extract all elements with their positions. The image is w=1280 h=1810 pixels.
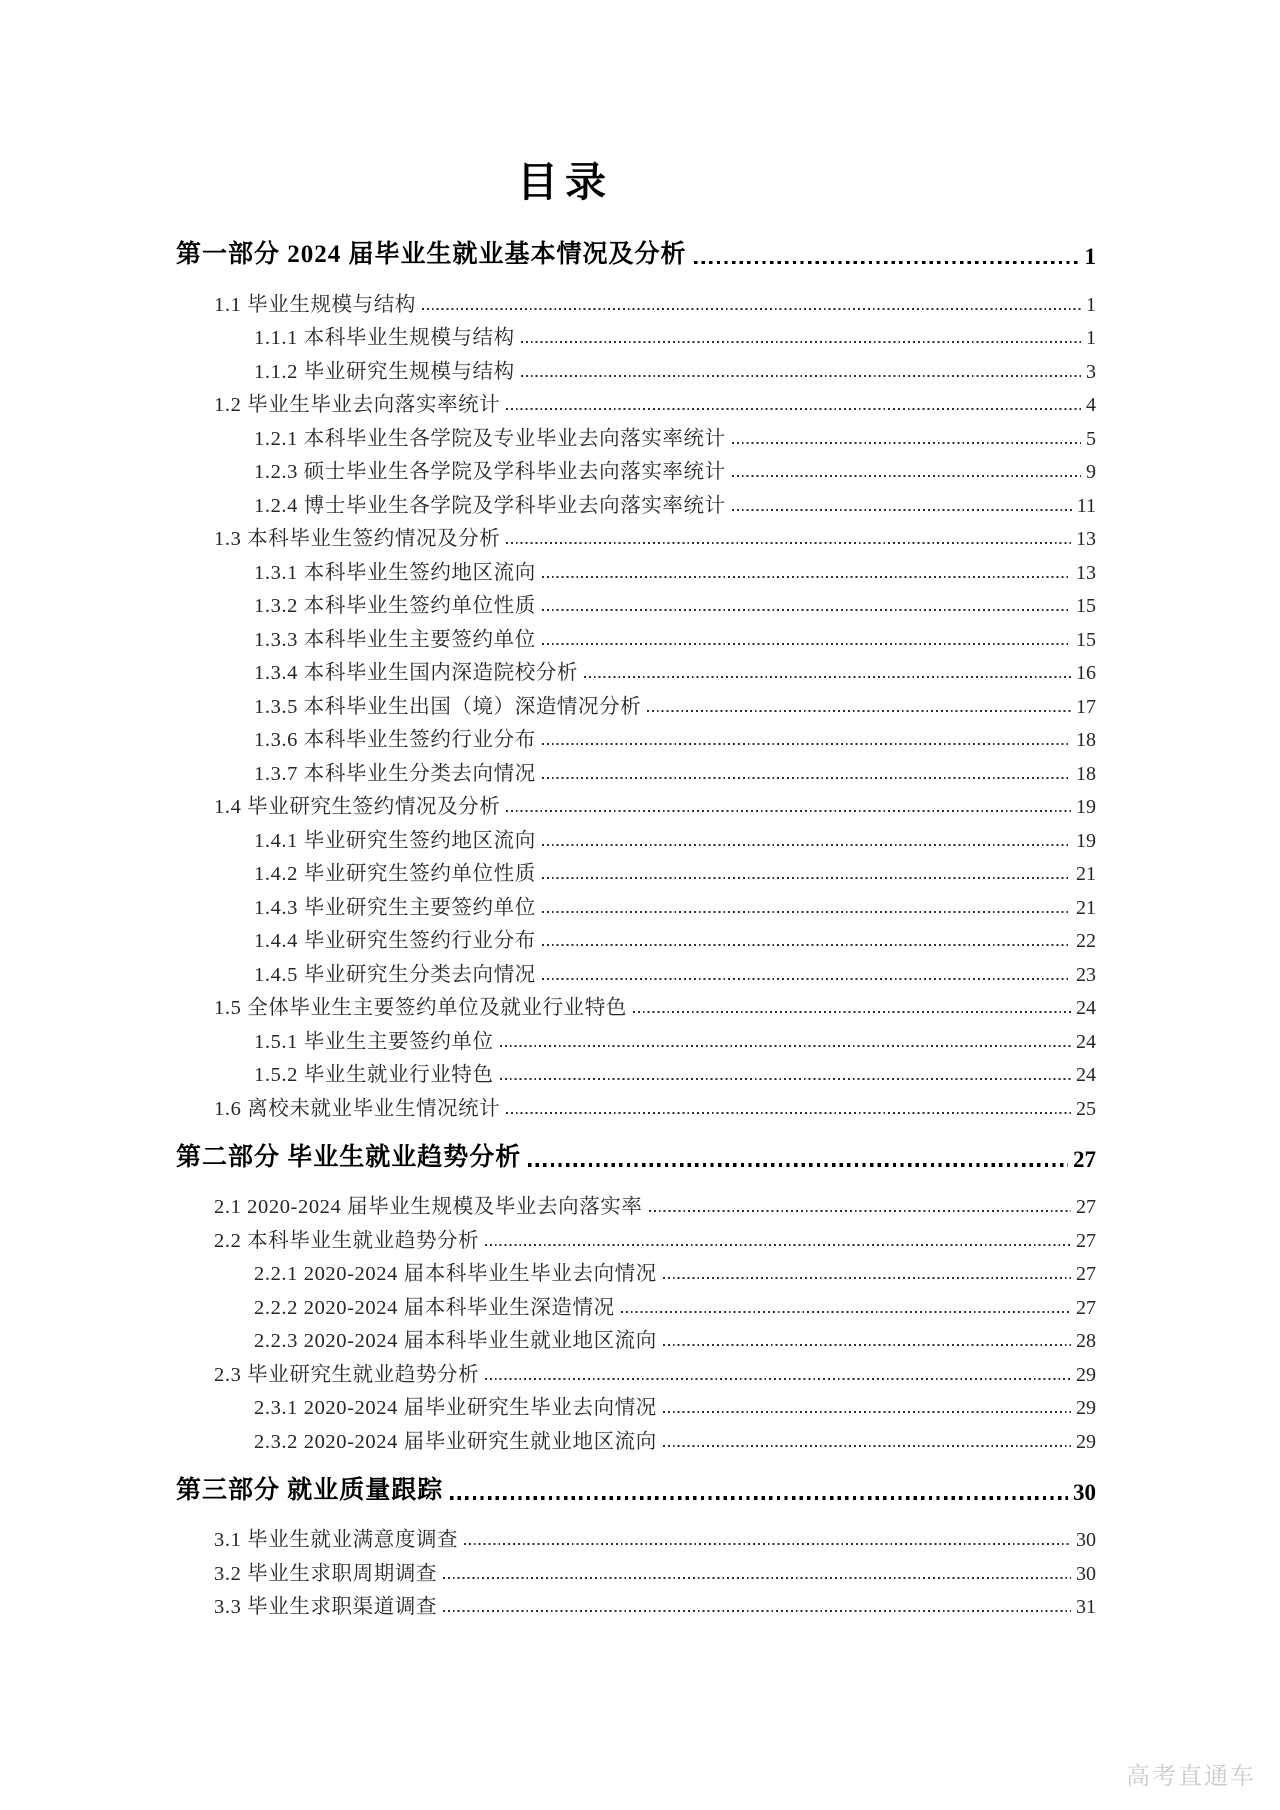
dot-leader xyxy=(443,1577,1071,1579)
toc-entry-page: 27 xyxy=(1076,1263,1096,1285)
toc-entry-label: 1.3.4 本科毕业生国内深造院校分析 xyxy=(254,662,579,684)
toc-entry xyxy=(176,987,1096,1021)
dot-leader xyxy=(506,408,1081,410)
toc-entry xyxy=(176,1353,1096,1387)
dot-leader xyxy=(485,1378,1071,1380)
toc-part-header xyxy=(176,1143,1096,1173)
toc-entry-label: 1.4.1 毕业研究生签约地区流向 xyxy=(254,829,536,852)
toc-entry xyxy=(176,853,1096,887)
toc-entry-page: 4 xyxy=(1086,394,1096,416)
dot-leader xyxy=(663,1445,1071,1447)
toc-entry xyxy=(176,1020,1096,1054)
toc-entry-page: 25 xyxy=(1076,1097,1096,1120)
toc-entry-page: 21 xyxy=(1076,896,1096,919)
dot-leader xyxy=(506,542,1071,544)
dot-leader xyxy=(521,375,1081,377)
toc-entry xyxy=(176,1219,1096,1253)
toc-entry-page: 13 xyxy=(1076,561,1096,584)
dot-leader xyxy=(542,643,1071,645)
toc-entry xyxy=(176,752,1096,786)
dot-leader xyxy=(649,1210,1071,1212)
toc-entry-page: 15 xyxy=(1076,628,1096,651)
toc-entry-page: 15 xyxy=(1076,595,1096,617)
toc-entry-label: 2.3 毕业研究生就业趋势分析 xyxy=(214,1363,480,1386)
toc-entry-label: 2.3.1 2020-2024 届毕业研究生毕业去向情况 xyxy=(254,1397,657,1419)
dot-leader xyxy=(422,308,1081,310)
toc-entry xyxy=(176,652,1096,686)
dot-leader xyxy=(732,442,1081,444)
dot-leader xyxy=(443,1610,1071,1612)
toc-entry-label: 2.2.2 2020-2024 届本科毕业生深造情况 xyxy=(254,1296,615,1319)
dot-leader xyxy=(506,810,1071,812)
dot-leader xyxy=(621,1311,1071,1313)
toc-entry xyxy=(176,317,1096,351)
toc-entry-label: 1.4.5 毕业研究生分类去向情况 xyxy=(254,963,536,986)
toc-entry xyxy=(176,886,1096,920)
toc-entry-label: 3.1 毕业生就业满意度调查 xyxy=(214,1529,459,1551)
toc-entry-page: 19 xyxy=(1076,829,1096,852)
toc-entry-page: 1 xyxy=(1086,327,1096,349)
dot-leader xyxy=(542,978,1071,980)
toc-entry xyxy=(176,685,1096,719)
toc-entry-page: 30 xyxy=(1073,1479,1096,1505)
toc-entry-label: 2.2.3 2020-2024 届本科毕业生就业地区流向 xyxy=(254,1330,657,1352)
toc-entry-page: 27 xyxy=(1073,1146,1096,1172)
dot-leader xyxy=(542,911,1071,913)
dot-leader xyxy=(450,1496,1068,1499)
toc-entry-label: 1.6 离校未就业毕业生情况统计 xyxy=(214,1097,501,1120)
toc-entry-page: 30 xyxy=(1076,1562,1096,1585)
toc-entry-label: 1.5 全体毕业生主要签约单位及就业行业特色 xyxy=(214,997,627,1019)
dot-leader xyxy=(506,1112,1071,1114)
toc-entry-label: 1.3 本科毕业生签约情况及分析 xyxy=(214,528,501,550)
toc-entry-page: 18 xyxy=(1076,729,1096,751)
dot-leader xyxy=(663,1277,1071,1279)
toc-entry-page: 18 xyxy=(1076,762,1096,785)
toc-entry-page: 24 xyxy=(1076,997,1096,1019)
toc-entry-label: 1.4.3 毕业研究生主要签约单位 xyxy=(254,896,536,919)
toc-list xyxy=(176,240,1096,1619)
toc-entry-label: 第三部分 就业质量跟踪 xyxy=(176,1476,444,1504)
dot-leader xyxy=(542,609,1071,611)
toc-entry-label: 1.1.2 毕业研究生规模与结构 xyxy=(254,360,515,383)
dot-leader xyxy=(542,877,1071,879)
toc-entry xyxy=(176,719,1096,753)
dot-leader xyxy=(500,1045,1071,1047)
toc-entry xyxy=(176,451,1096,485)
toc-entry-page: 21 xyxy=(1076,863,1096,885)
toc-entry-label: 第一部分 2024 届毕业生就业基本情况及分析 xyxy=(176,241,687,268)
toc-entry-label: 1.5.2 毕业生就业行业特色 xyxy=(254,1064,494,1086)
toc-entry-page: 1 xyxy=(1084,244,1096,269)
toc-entry-page: 9 xyxy=(1086,461,1096,483)
toc-entry xyxy=(176,618,1096,652)
toc-entry xyxy=(176,1087,1096,1121)
toc-entry-page: 30 xyxy=(1076,1529,1096,1551)
toc-entry-label: 1.3.2 本科毕业生签约单位性质 xyxy=(254,595,536,617)
dot-leader xyxy=(521,341,1081,343)
toc-entry-label: 1.5.1 毕业生主要签约单位 xyxy=(254,1030,494,1053)
toc-entry-label: 3.3 毕业生求职渠道调查 xyxy=(214,1596,438,1618)
toc-entry-label: 2.2 本科毕业生就业趋势分析 xyxy=(214,1229,480,1252)
toc-entry-page: 29 xyxy=(1076,1363,1096,1386)
toc-entry-label: 1.2.1 本科毕业生各学院及专业毕业去向落实率统计 xyxy=(254,427,726,450)
toc-entry xyxy=(176,1586,1096,1620)
toc-entry xyxy=(176,1387,1096,1421)
toc-part-header xyxy=(176,1476,1096,1506)
toc-entry-label: 1.4.2 毕业研究生签约单位性质 xyxy=(254,863,536,885)
toc-entry-label: 1.3.3 本科毕业生主要签约单位 xyxy=(254,628,536,651)
toc-entry-label: 1.1 毕业生规模与结构 xyxy=(214,293,416,316)
toc-entry xyxy=(176,1552,1096,1586)
toc-entry-page: 17 xyxy=(1076,695,1096,718)
toc-entry xyxy=(176,518,1096,552)
dot-leader xyxy=(542,944,1071,946)
toc-entry-page: 5 xyxy=(1086,427,1096,450)
toc-entry xyxy=(176,551,1096,585)
toc-entry xyxy=(176,417,1096,451)
toc-entry-page: 16 xyxy=(1076,662,1096,684)
toc-entry xyxy=(176,1186,1096,1220)
dot-leader xyxy=(663,1411,1071,1413)
toc-entry-label: 1.1.1 本科毕业生规模与结构 xyxy=(254,327,515,349)
dot-leader xyxy=(633,1011,1071,1013)
toc-entry-page: 22 xyxy=(1076,930,1096,952)
dot-leader xyxy=(500,1078,1071,1080)
dot-leader xyxy=(542,743,1071,745)
toc-entry-page: 13 xyxy=(1076,528,1096,550)
dot-leader xyxy=(542,576,1071,578)
toc-entry xyxy=(176,920,1096,954)
toc-entry-label: 第二部分 毕业生就业趋势分析 xyxy=(176,1143,522,1171)
toc-entry-label: 1.3.1 本科毕业生签约地区流向 xyxy=(254,561,536,584)
dot-leader xyxy=(584,676,1071,678)
toc-entry-label: 1.4 毕业研究生签约情况及分析 xyxy=(214,796,501,818)
toc-entry-page: 1 xyxy=(1086,293,1096,316)
toc-entry-label: 1.2.4 博士毕业生各学院及学科毕业去向落实率统计 xyxy=(254,494,726,517)
toc-entry xyxy=(176,1054,1096,1088)
toc-entry-label: 2.2.1 2020-2024 届本科毕业生毕业去向情况 xyxy=(254,1263,657,1285)
toc-entry-page: 27 xyxy=(1076,1196,1096,1218)
dot-leader xyxy=(542,777,1071,779)
toc-entry-page: 3 xyxy=(1086,360,1096,383)
toc-entry xyxy=(176,283,1096,317)
toc-entry-page: 27 xyxy=(1076,1229,1096,1252)
toc-entry-page: 27 xyxy=(1076,1296,1096,1319)
dot-leader xyxy=(647,710,1071,712)
dot-leader xyxy=(485,1244,1071,1246)
toc-entry-label: 3.2 毕业生求职周期调查 xyxy=(214,1562,438,1585)
toc-entry xyxy=(176,1286,1096,1320)
toc-entry xyxy=(176,1420,1096,1454)
toc-entry-page: 19 xyxy=(1076,796,1096,818)
toc-entry-label: 1.3.7 本科毕业生分类去向情况 xyxy=(254,762,536,785)
dot-leader xyxy=(732,509,1072,511)
toc-entry xyxy=(176,484,1096,518)
toc-entry xyxy=(176,350,1096,384)
toc-entry-label: 2.1 2020-2024 届毕业生规模及毕业去向落实率 xyxy=(214,1196,643,1218)
watermark-text: 高考直通车 xyxy=(1126,1763,1256,1790)
toc-entry-page: 31 xyxy=(1076,1596,1096,1618)
toc-entry-label: 2.3.2 2020-2024 届毕业研究生就业地区流向 xyxy=(254,1430,657,1453)
toc-entry-label: 1.2 毕业生毕业去向落实率统计 xyxy=(214,394,501,416)
toc-entry-page: 24 xyxy=(1076,1030,1096,1053)
toc-entry-label: 1.2.3 硕士毕业生各学院及学科毕业去向落实率统计 xyxy=(254,461,726,483)
toc-entry xyxy=(176,384,1096,418)
toc-entry-label: 1.4.4 毕业研究生签约行业分布 xyxy=(254,930,536,952)
toc-entry xyxy=(176,819,1096,853)
toc-entry xyxy=(176,1519,1096,1553)
dot-leader xyxy=(528,1163,1068,1166)
toc-entry-page: 28 xyxy=(1076,1330,1096,1352)
page-title: 目录 xyxy=(517,159,613,205)
dot-leader xyxy=(542,844,1071,846)
dot-leader xyxy=(464,1543,1071,1545)
toc-entry xyxy=(176,1253,1096,1287)
toc-entry xyxy=(176,1320,1096,1354)
toc-entry xyxy=(176,585,1096,619)
toc-entry xyxy=(176,786,1096,820)
toc-entry xyxy=(176,953,1096,987)
dot-leader xyxy=(694,261,1080,264)
toc-entry-page: 11 xyxy=(1076,494,1096,517)
toc-entry-page: 29 xyxy=(1076,1430,1096,1453)
toc-entry-page: 24 xyxy=(1076,1064,1096,1086)
toc-part-header xyxy=(176,240,1096,270)
toc-entry-page: 29 xyxy=(1076,1397,1096,1419)
dot-leader xyxy=(732,475,1081,477)
toc-entry-page: 23 xyxy=(1076,963,1096,986)
toc-entry-label: 1.3.6 本科毕业生签约行业分布 xyxy=(254,729,536,751)
dot-leader xyxy=(663,1344,1071,1346)
toc-entry-label: 1.3.5 本科毕业生出国（境）深造情况分析 xyxy=(254,695,642,718)
